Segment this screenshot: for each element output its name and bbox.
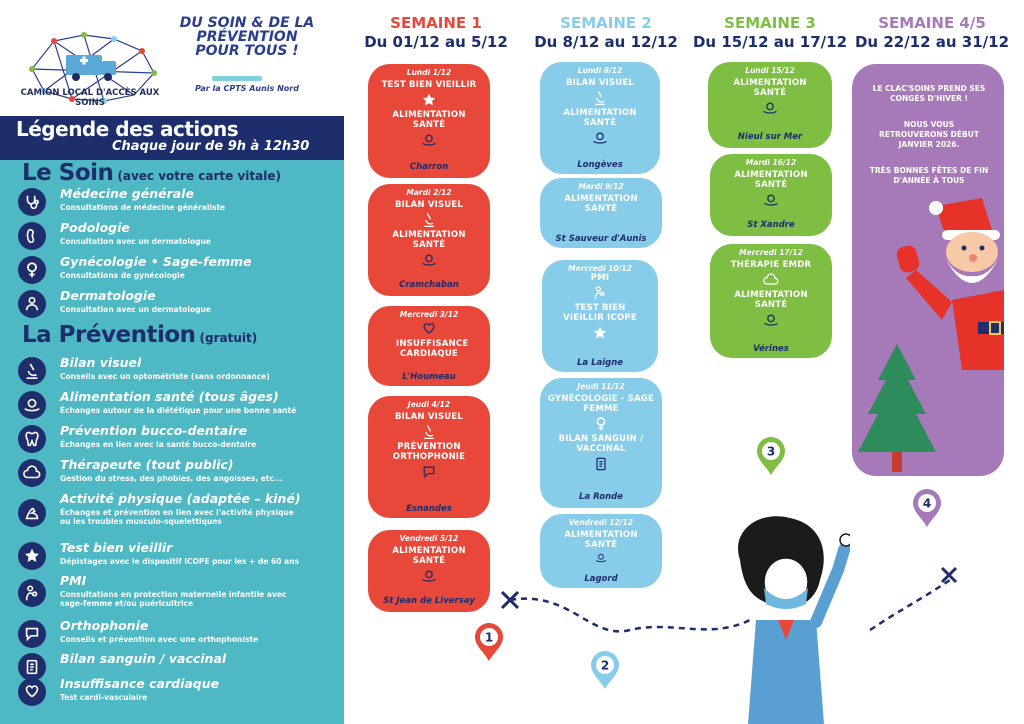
nurse-illustration [720,510,850,724]
soin-heading [22,160,281,186]
legend-title: Légende des actions [16,117,239,141]
day-card-w3-lundi: Lundi 15/12 ALIMENTATION SANTÉ Nieul sur Mer [708,62,832,148]
pin-label-2: 2 [600,658,610,673]
star-icon [592,325,608,341]
microscope-icon [18,357,46,385]
microscope-icon [592,90,608,106]
day-card-w2-vendredi: Vendredi 12/12 ALIMENTATION SANTÉ Lagord [540,514,662,588]
cloud-face-icon [763,272,779,288]
food-hands-icon [763,192,779,208]
tooth-icon [18,425,46,453]
legend-item-insuffisance-cardiaque: Insuffisance cardiaque Test cardi-vasculaire [18,676,340,710]
legend-item-bilan-sanguin: Bilan sanguin / vaccinal [18,651,340,685]
byline: Par la CPTS Aunis Nord [195,84,299,93]
day-card-w1-vendredi: Vendredi 5/12 ALIMENTATION SANTÉ St Jean de Liversay [368,530,490,612]
speech-icon [18,620,46,648]
day-card-w1-mardi: Mardi 2/12 BILAN VISUEL ALIMENTATION SANTÉ Cramchaban [368,184,490,296]
day-card-w2-jeudi: Jeudi 11/12 GYNÉCOLOGIE - SAGE FEMME BILAN SANGUIN / VACCINAL La Ronde [540,378,662,508]
food-hands-icon [763,312,779,328]
legend-item-gynecologie: Gynécologie • Sage-femme Consultations de gynécologie [18,254,340,288]
day-card-w2-lundi: Lundi 8/12 BILAN VISUEL ALIMENTATION SANTÉ Longèves [540,62,660,174]
food-hands-icon [421,132,437,148]
day-card-w2-mercredi: Mercredi 10/12 PMI TEST BIEN VIEILLIR ICOPE La Laigne [542,260,658,372]
pin-label-4: 4 [922,496,932,511]
skin-icon [18,290,46,318]
week-45-header: SEMAINE 4/5 Du 22/12 au 31/12 [854,14,1010,51]
holiday-message-1: LE CLAC'SOINS PREND SES CONGÉS D'HIVER ! [872,84,986,103]
female-symbol-icon [593,416,609,432]
food-hands-icon [421,568,437,584]
food-hands-icon [762,100,778,116]
legend-item-dermatologie: Dermatologie Consultation avec un dermatologue [18,288,340,322]
mother-child-icon [18,579,46,607]
legend-item-test-bien-vieillir: Test bien vieillir Dépistages avec le dispositif ICOPE pour les + de 60 ans [18,540,340,574]
legend-item-medecine: Médecine générale Consultations de médecine généraliste [18,186,340,220]
legend-item-orthophonie: Orthophonie Conseils et prévention avec une orthophoniste [18,618,340,652]
microscope-icon [421,424,437,440]
day-card-w1-mercredi: Mercredi 3/12 INSUFFISANCE CARDIAQUE L'Houmeau [368,306,490,386]
holiday-message-3: TRÈS BONNES FÊTES DE FIN D'ANNÉE À TOUS [869,166,989,185]
week-3-header: SEMAINE 3 Du 15/12 au 17/12 [692,14,848,51]
soin-note: (avec votre carte vitale) [117,169,281,183]
day-card-w1-jeudi: Jeudi 4/12 BILAN VISUEL PRÉVENTION ORTHOPHONIE Esnandes [368,396,490,518]
soin-title: Le Soin [22,160,114,186]
mother-child-icon [592,285,608,301]
microscope-icon [421,212,437,228]
week-1-header: SEMAINE 1 Du 01/12 au 5/12 [364,14,508,51]
day-card-w3-mardi: Mardi 16/12 ALIMENTATION SANTÉ St Xandre [710,154,832,236]
food-hands-icon [592,130,608,146]
heart-hands-icon [18,678,46,706]
arm-muscle-icon [18,499,46,527]
week-2-header: SEMAINE 2 Du 8/12 au 12/12 [534,14,678,51]
legend-item-therapeute: Thérapeute (tout public) Gestion du stress, des phobies, des angoisses, etc... [18,457,340,491]
clipboard-icon [593,456,609,472]
prevention-title: La Prévention [22,322,196,348]
pin-label-3: 3 [766,444,776,459]
female-symbol-icon [18,256,46,284]
speech-icon [421,464,437,480]
star-icon [18,542,46,570]
holiday-message-2: NOUS VOUS RETROUVERONS DÉBUT JANVIER 2026. [879,120,979,149]
legend-item-bilan-visuel: Bilan visuel Conseils avec un optométriste (sans ordonnance) [18,355,340,389]
legend-item-alimentation: Alimentation santé (tous âges) Échanges autour de la diététique pour une bonne santé [18,389,340,423]
pin-label-1: 1 [484,630,494,645]
legend-item-activite-physique: Activité physique (adaptée – kiné) Échanges et prévention en lien avec l'activité physique ou les troubles musculo-squelettiques [18,491,340,533]
stethoscope-icon [18,188,46,216]
food-hands-icon [421,252,437,268]
map-pin-3 [756,436,786,476]
logo-text: CAMION LOCAL D'ACCÈS AUX SOINS [20,88,160,108]
christmas-tree-illustration [856,340,938,474]
slogan: DU SOIN & DE LA PRÉVENTION POUR TOUS ! [179,15,315,59]
legend-item-podologie: Podologie Consultation avec un dermatologue [18,220,340,254]
day-card-w1-lundi: Lundi 1/12 TEST BIEN VIEILLIR ALIMENTATION SANTÉ Charron [368,64,490,178]
legend-item-bucco-dentaire: Prévention bucco-dentaire Échanges en lien avec la santé bucco-dentaire [18,423,340,457]
day-card-w2-mardi: Mardi 9/12 ALIMENTATION SANTÉ St Sauveur d'Aunis [540,178,662,248]
foot-icon [18,222,46,250]
star-icon [421,92,437,108]
food-hands-icon [18,391,46,419]
cloud-face-icon [18,459,46,487]
prevention-heading [22,322,257,348]
heart-hands-icon [421,321,437,337]
map-pin-4 [912,488,942,528]
legend-item-pmi: PMI Consultations en protection maternelle infantile avec sage-femme et/ou puéricultrice [18,573,340,615]
prevention-note: (gratuit) [199,331,258,345]
slogan-underline [212,76,262,81]
day-card-w3-mercredi: Mercredi 17/12 THÉRAPIE EMDR ALIMENTATION SANTÉ Vérines [710,244,832,358]
legend-schedule: Chaque jour de 9h à 12h30 [112,139,310,154]
